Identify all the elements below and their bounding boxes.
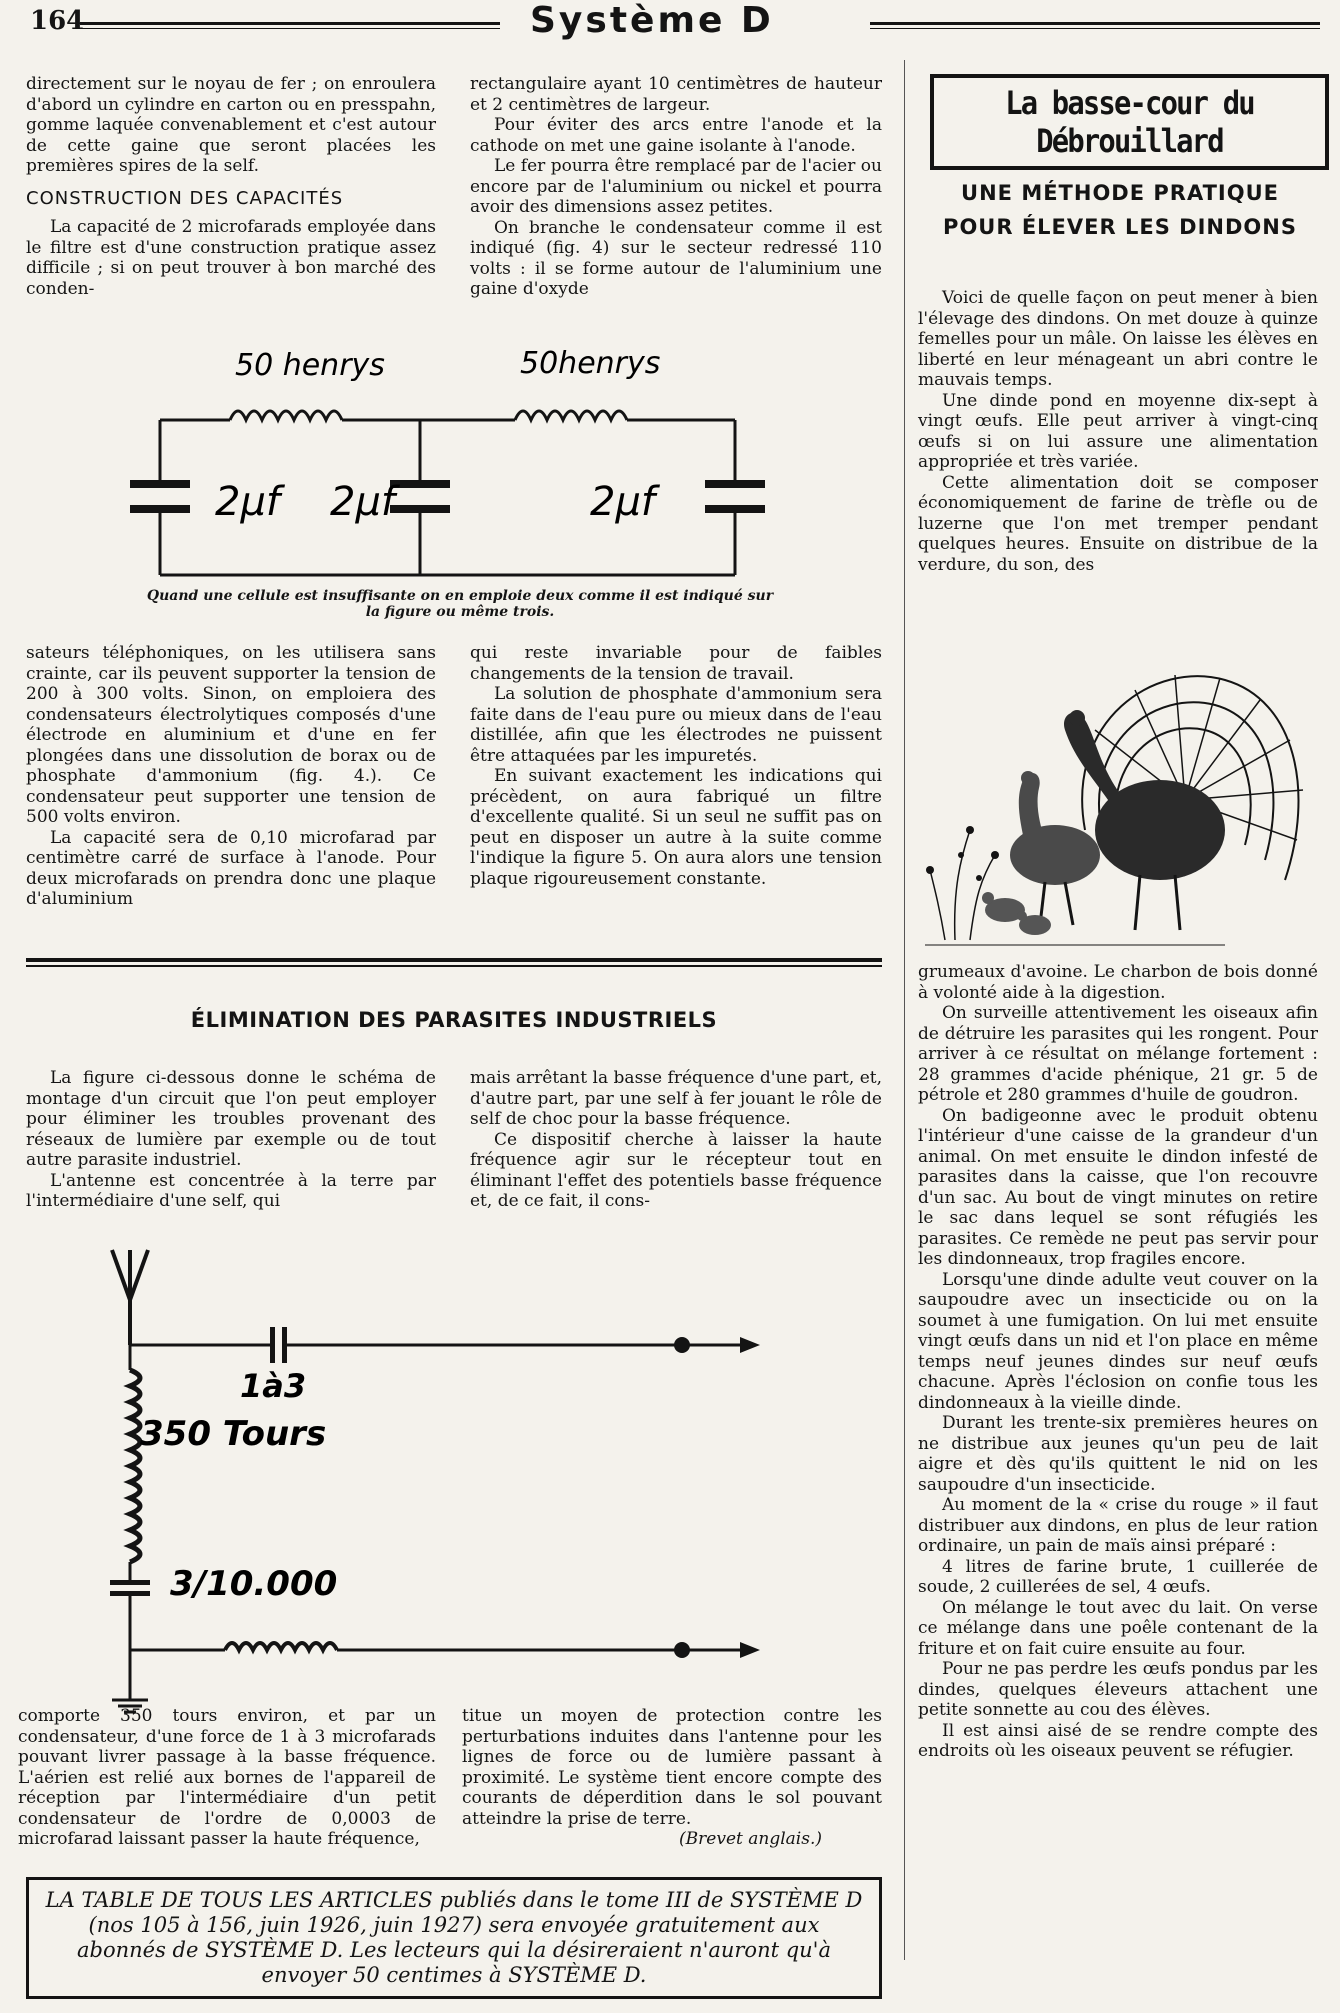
vertical-self-coil (130, 1370, 140, 1562)
antenna-icon (112, 1250, 148, 1345)
capacitor-label-3: 2μf (590, 479, 655, 525)
col2-middle (470, 643, 882, 889)
choke-self-coil (225, 1643, 337, 1650)
inductor-2 (515, 411, 627, 420)
coil-turns-label: 350 Tours (140, 1414, 327, 1454)
article2-col1-top (26, 1068, 436, 1212)
article2-paragraph-3: mais arrêtant la basse fréquence d'une part, et, d'autre part, par une self à fer jouant le rôle de self de choc pour la basse fréquence. (470, 1068, 882, 1129)
capacitor-2 (390, 480, 450, 513)
sidebar-paragraph-5: On surveille attentivement les oiseaux afin de détruire les parasites qui les rongent. Pour arriver à ce résultat on mélange fortement : 28 grammes d'acide phénique, 21 gr. 5 de pétrole et 280 grammes d'huile de goudron. (918, 1003, 1318, 1105)
sidebar-top-text (918, 288, 1318, 575)
article2-paragraph-4: Ce dispositif cherche à laisser la haute fréquence agir sur le récepteur tout en éliminant l'effet des potentiels basse fréquence et, de ce fait, il cons- (470, 1129, 882, 1211)
ground-capacitor-label: 3/10.000 (170, 1564, 338, 1604)
col2b-paragraph-2: La solution de phosphate d'ammonium sera faite dans de l'eau pure ou mieux dans de l'eau distillée, afin que les électrodes ne puissent être attaquées par les impuretés. (470, 684, 882, 766)
article2-paragraph-2: L'antenne est concentrée à la terre par l'intermédiaire d'une self, qui (26, 1170, 436, 1211)
col2-paragraph-4: On branche le condensateur comme il est indiqué (fig. 4) sur le secteur redressé 110 volts : il se forme autour de l'aluminium une gaine d'oxyde (470, 217, 882, 299)
sidebar-paragraph-12: Pour ne pas perdre les œufs pondus par les dindes, quelques éleveurs attachent une petite sonnette au cou des élèves. (918, 1659, 1318, 1720)
ground-capacitor (110, 1580, 150, 1596)
capacitor-label-2: 2μf (330, 479, 395, 525)
filter-circuit-diagram (130, 345, 810, 585)
capacitor-value-label: 1à3 (240, 1367, 307, 1405)
sidebar-paragraph-8: Durant les trente-six premières heures on ne distribue aux jeunes qu'un peu de lait aigre et dès qu'ils quittent le nid on les saupoudre d'un insecticide. (918, 1413, 1318, 1495)
sidebar-paragraph-13: Il est ainsi aisé de se rendre compte des endroits où les oiseaux peuvent se réfugier. (918, 1720, 1318, 1761)
article2-paragraph-5: comporte 350 tours environ, et par un condensateur, d'une force de 1 à 3 microfarads pouvant livrer passage à la basse fréquence. L'aérien est relié aux bornes de l'appareil de réception par l'intermédiaire d'un petit condensateur de l'ordre de 0,0003 de microfarad laissant passer la haute fréquence, (18, 1706, 436, 1849)
sidebar-paragraph-6: On badigeonne avec le produit obtenu l'intérieur d'une caisse de la grandeur d'un animal. On met ensuite le dindon infesté de parasites dans la caisse, que l'on recouvre d'un sac. Au bout de vingt minutes on retire le sac dans lequel se sont réfugiés les parasites. Ce remède ne peut pas servir pour les dindonneaux, trop fragiles encore. (918, 1105, 1318, 1269)
footer-notice-box: LA TABLE DE TOUS LES ARTICLES publiés dans le tome III de SYSTÈME D (nos 105 à 156, juin 1926, juin 1927) sera envoyée gratuitement aux abonnés de SYSTÈME D. Les lecteurs qui la désireraient n'auront qu'à envoyer 50 centimes à SYSTÈME D. (26, 1877, 882, 1999)
sidebar-title-line-1: UNE MÉTHODE PRATIQUE (961, 181, 1279, 205)
capacitor-3 (705, 480, 765, 513)
col2b-paragraph-1: qui reste invariable pour de faibles changements de la tension de travail. (470, 643, 882, 684)
col2-paragraph-1: rectangulaire ayant 10 centimètres de hauteur et 2 centimètres de largeur. (470, 74, 882, 115)
page-title: Système D (530, 0, 774, 41)
sidebar-paragraph-2: Une dinde pond en moyenne dix-sept à vingt œufs. Elle peut arriver à vingt-cinq œufs si on lui assure une alimentation appropriée et très variée. (918, 390, 1318, 472)
antenna-circuit-diagram (100, 1245, 880, 1695)
col1-paragraph-2: La capacité de 2 microfarads employée dans le filtre est d'une construction pratique assez difficile ; si on peut trouver à bon marché des conden- (26, 217, 436, 299)
article2-paragraph-1: La figure ci-dessous donne le schéma de montage d'un circuit que l'on peut employer pour éliminer les troubles provenant des réseaux de lumière par exemple ou de tout autre parasite industriel. (26, 1068, 436, 1170)
sidebar-article-title (920, 176, 1320, 244)
turkey-illustration (925, 640, 1320, 955)
header-rule-right (870, 22, 1320, 29)
inductor-1 (230, 411, 342, 420)
col1-paragraph-1: directement sur le noyau de fer ; on enroulera d'abord un cylindre en carton ou en presspahn, gomme laquée convenablement et c'est autour de cette gaine que seront placées les premières spires de la self. (26, 74, 436, 176)
sidebar-paragraph-4: grumeaux d'avoine. Le charbon de bois donné à volonté aide à la digestion. (918, 962, 1318, 1003)
sidebar-title-line-2: POUR ÉLEVER LES DINDONS (943, 215, 1297, 239)
sidebar-paragraph-7: Lorsqu'une dinde adulte veut couver on la saupoudre avec un insecticide ou on la soumet à une fumigation. On lui met ensuite vingt œufs dans un nid et l'on place en même temps neuf jeunes dindes sur neuf œufs chacune. Après l'éclosion on confie tous les dindonneaux à la vieille dinde. (918, 1269, 1318, 1413)
sidebar-paragraph-3: Cette alimentation doit se composer économiquement de farine de trèfle ou de luzerne que l'on met tremper pendant quelques heures. Ensuite on distribue de la verdure, du son, des (918, 472, 1318, 575)
page-number: 164 (30, 6, 85, 36)
column-separator (904, 60, 905, 1960)
article2-credit: (Brevet anglais.) (679, 1829, 822, 1849)
capacitor-label-1: 2μf (215, 479, 280, 525)
article2-title: ÉLIMINATION DES PARASITES INDUSTRIELS (190, 1008, 718, 1032)
article2-col2-top (470, 1068, 882, 1212)
col2-top (470, 74, 882, 300)
article2-paragraph-6: titue un moyen de protection contre les perturbations induites dans l'antenne pour les lignes de force ou de lumière passant à proximité. Le système tient encore compte des courants de déperdition dans le sol pouvant atteindre la prise de terre. (462, 1706, 882, 1829)
col2b-paragraph-3: En suivant exactement les indications qui précèdent, on aura fabriqué un filtre d'excellente qualité. Si un seul ne suffit pas on peut en disposer un autre à la suite comme l'indique la figure 5. On aura alors une tension plaque rigoureusement constante. (470, 766, 882, 889)
sidebar-bottom-text (918, 962, 1318, 1762)
col1b-paragraph-1: sateurs téléphoniques, on les utilisera sans crainte, car ils peuvent supporter la tension de 200 à 300 volts. Sinon, on emploiera des condensateurs électrolytiques composés d'une électrode en aluminium et d'une en fer plongées dans une dissolution de borax ou de phosphate d'ammonium (fig. 4.). Ce condensateur peut supporter une tension de 500 volts environ. (26, 643, 436, 827)
col2-paragraph-3: Le fer pourra être remplacé par de l'acier ou encore par de l'aluminium ou nickel et pourra avoir des dimensions assez petites. (470, 156, 882, 217)
sidebar-paragraph-10: 4 litres de farine brute, 1 cuillerée de soude, 2 cuillerées de sel, 4 œufs. (918, 1556, 1318, 1597)
col1b-paragraph-2: La capacité sera de 0,10 microfarad par centimètre carré de surface à l'anode. Pour deux microfarads on prendra donc une plaque d'aluminium (26, 827, 436, 909)
col1-middle (26, 643, 436, 910)
series-capacitor (270, 1327, 287, 1363)
article-separator-rule (26, 958, 882, 967)
inductor-label-2: 50henrys (520, 346, 661, 381)
capacitor-1 (130, 480, 190, 513)
brand-box (930, 74, 1329, 170)
col1-top (26, 74, 436, 299)
filter-figure-caption: Quand une cellule est insuffisante on en emploie deux comme il est indiqué sur la figure ou même trois. (146, 588, 774, 620)
article2-col2-bottom (462, 1706, 882, 1850)
section-title-capacites: CONSTRUCTION DES CAPACITÉS (26, 187, 344, 209)
sidebar-paragraph-9: Au moment de la « crise du rouge » il faut distribuer aux dindons, en plus de leur ration ordinaire, un pain de maïs ainsi préparé : (918, 1495, 1318, 1556)
sidebar-paragraph-11: On mélange le tout avec du lait. On verse ce mélange dans une poêle contenant de la friture et on fait cuire ensuite au four. (918, 1597, 1318, 1659)
header-rule-left (80, 22, 500, 29)
sidebar-paragraph-1: Voici de quelle façon on peut mener à bien l'élevage des dindons. On met douze à quinze femelles pour un mâle. On laisse les élèves en liberté en leur ménageant un abri contre le mauvais temps. (918, 288, 1318, 390)
article2-col1-bottom (18, 1706, 436, 1850)
brand-title: La basse-cour du Débrouillard (1005, 84, 1254, 160)
inductor-label-1: 50 henrys (235, 348, 385, 383)
col2-paragraph-2: Pour éviter des arcs entre l'anode et la cathode on met une gaine isolante à l'anode. (470, 115, 882, 156)
